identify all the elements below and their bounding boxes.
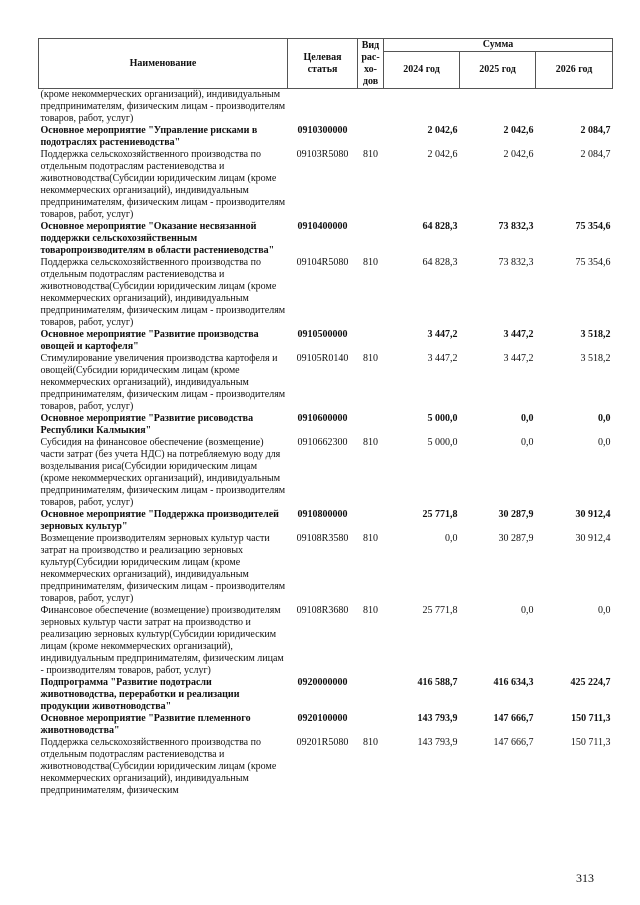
row-amount-2026: 150 711,3 <box>570 737 611 748</box>
row-amount-2024: 5 000,0 <box>427 413 458 424</box>
row-amount-2025: 0,0 <box>521 413 534 424</box>
row-name: Подпрограмма "Развитие подотрасли животноводства, переработки и реализации продукции животноводства" <box>40 677 240 712</box>
row-target-article: 0910800000 <box>297 509 348 520</box>
row-amount-2025: 73 832,3 <box>498 221 534 232</box>
table-row <box>39 737 613 797</box>
row-target-article: 0910662300 <box>297 437 348 448</box>
row-target-article: 09103R5080 <box>296 149 349 160</box>
row-amount-2026: 0,0 <box>598 413 611 424</box>
row-amount-2025: 30 287,9 <box>498 509 534 520</box>
row-amount-2024: 2 042,6 <box>427 149 458 160</box>
row-amount-2024: 416 588,7 <box>417 677 458 688</box>
row-target-article: 0910400000 <box>297 221 348 232</box>
row-amount-2025: 2 042,6 <box>503 149 534 160</box>
row-target-article: 09105R0140 <box>296 353 349 364</box>
row-target-article: 09201R5080 <box>296 737 349 748</box>
row-amount-2024: 3 447,2 <box>427 353 458 364</box>
row-expense-type <box>358 413 384 437</box>
table-row <box>39 713 613 737</box>
row-expense-type <box>358 509 384 533</box>
row-amount-2026: 2 084,7 <box>580 149 611 160</box>
row-amount-2025: 147 666,7 <box>493 737 534 748</box>
row-name: Стимулирование увеличения производства картофеля и овощей(Субсидии юридическим лицам (кроме некоммерческих организаций), индивидуальным предпринимателям, физическим лицам - производителям товаров, работ, услуг) <box>40 353 286 412</box>
row-amount-2024: 3 447,2 <box>427 329 458 340</box>
header-expense-type: Вид рас-хо-дов <box>358 39 384 89</box>
table-row <box>39 413 613 437</box>
row-target-article: 0910300000 <box>297 125 348 136</box>
row-name: Основное мероприятие "Развитие производства овощей и картофеля" <box>40 329 259 352</box>
row-amount-2025: 30 287,9 <box>498 533 534 544</box>
table-row <box>39 329 613 353</box>
table-row <box>39 533 613 605</box>
row-amount-2026 <box>536 89 613 126</box>
row-expense-type <box>358 125 384 149</box>
row-amount-2025: 0,0 <box>521 605 534 616</box>
row-expense-type <box>358 221 384 257</box>
row-expense-type: 810 <box>363 257 378 268</box>
row-name: Субсидия на финансовое обеспечение (возмещение) части затрат (без учета НДС) на потребляемую воду для возделывания риса(Субсидии юридическим лицам (кроме некоммерческих организаций), индивидуальным предпринимателям, физическим лицам - производителям товаров, работ, услуг) <box>40 437 286 508</box>
row-amount-2026: 30 912,4 <box>575 533 611 544</box>
header-year-2026: 2026 год <box>536 52 613 89</box>
row-target-article: 0920000000 <box>297 677 348 688</box>
row-name: (кроме некоммерческих организаций), индивидуальным предпринимателям, физическим лицам - производителям товаров, работ, услуг) <box>40 89 286 124</box>
row-target-article: 0910600000 <box>297 413 348 424</box>
row-amount-2026: 425 224,7 <box>570 677 611 688</box>
row-amount-2026: 3 518,2 <box>580 353 611 364</box>
row-expense-type <box>358 329 384 353</box>
row-expense-type: 810 <box>363 533 378 544</box>
header-name: Наименование <box>39 39 288 89</box>
page-number: 313 <box>576 871 594 885</box>
row-amount-2024: 5 000,0 <box>427 437 458 448</box>
row-expense-type <box>358 713 384 737</box>
row-name: Основное мероприятие "Поддержка производителей зерновых культур" <box>40 509 279 532</box>
row-amount-2025: 416 634,3 <box>493 677 534 688</box>
row-amount-2025: 73 832,3 <box>498 257 534 268</box>
row-amount-2026: 150 711,3 <box>571 713 611 724</box>
table-body <box>39 89 613 798</box>
row-name: Поддержка сельскохозяйственного производства по отдельным подотраслям растениеводства и животноводства(Субсидии юридическим лицам (кроме некоммерческих организаций), индивидуальным предпринимателям, физическим лицам - производителям товаров, работ, услуг) <box>40 257 286 328</box>
row-amount-2024: 2 042,6 <box>427 125 458 136</box>
row-amount-2026: 30 912,4 <box>575 509 611 520</box>
row-expense-type <box>358 677 384 713</box>
row-amount-2024: 25 771,8 <box>422 605 458 616</box>
row-amount-2024: 25 771,8 <box>422 509 458 520</box>
header-year-2024: 2024 год <box>384 52 460 89</box>
table-row <box>39 353 613 413</box>
row-name: Основное мероприятие "Управление рисками в подотраслях растениеводства" <box>40 125 258 148</box>
row-amount-2025: 147 666,7 <box>493 713 534 724</box>
header-year-2025: 2025 год <box>460 52 536 89</box>
row-amount-2026: 75 354,6 <box>575 257 611 268</box>
row-amount-2026: 0,0 <box>598 437 611 448</box>
row-amount-2026: 2 084,7 <box>580 125 611 136</box>
row-name: Поддержка сельскохозяйственного производства по отдельным подотраслям растениеводства и животноводства(Субсидии юридическим лицам (кроме некоммерческих организаций), индивидуальным предпринимателям, физическим <box>40 737 277 796</box>
row-target-article <box>288 89 358 126</box>
table-row <box>39 149 613 221</box>
table-row <box>39 125 613 149</box>
row-name: Основное мероприятие "Оказание несвязанной поддержки сельскохозяйственным товаропроизводителям в области растениеводства" <box>40 221 275 256</box>
row-name: Основное мероприятие "Развитие племенного животноводства" <box>40 713 251 736</box>
row-amount-2024 <box>384 89 460 126</box>
budget-table <box>38 38 613 797</box>
row-expense-type <box>358 89 384 126</box>
table-row <box>39 437 613 509</box>
row-amount-2024: 143 793,9 <box>417 737 458 748</box>
row-amount-2024: 143 793,9 <box>417 713 458 724</box>
row-amount-2024: 64 828,3 <box>422 257 458 268</box>
row-amount-2025 <box>460 89 536 126</box>
row-amount-2024: 0,0 <box>445 533 458 544</box>
row-target-article: 0920100000 <box>297 713 348 724</box>
row-target-article: 09104R5080 <box>296 257 349 268</box>
table-row <box>39 257 613 329</box>
row-name: Поддержка сельскохозяйственного производства по отдельным подотраслям растениеводства и животноводства(Субсидии юридическим лицам (кроме некоммерческих организаций), индивидуальным предпринимателям, физическим лицам - производителям товаров, работ, услуг) <box>40 149 286 220</box>
row-amount-2025: 3 447,2 <box>503 353 534 364</box>
row-amount-2026: 3 518,2 <box>580 329 611 340</box>
table-header <box>39 39 613 89</box>
row-expense-type: 810 <box>363 437 378 448</box>
table-row <box>39 605 613 677</box>
table-row <box>39 221 613 257</box>
row-target-article: 0910500000 <box>297 329 348 340</box>
row-amount-2025: 0,0 <box>521 437 534 448</box>
header-target-article: Целевая статья <box>288 39 358 89</box>
row-amount-2024: 64 828,3 <box>422 221 458 232</box>
header-sum: Сумма <box>384 39 613 52</box>
row-name: Возмещение производителям зерновых культур части затрат на производство и реализацию зерновых культур(Субсидии юридическим лицам (кроме некоммерческих организаций), индивидуальным предпринимателям, физическим лицам - производителям товаров, работ, услуг) <box>40 533 286 604</box>
row-name: Основное мероприятие "Развитие рисоводства Республики Калмыкия" <box>40 413 254 436</box>
row-name: Финансовое обеспечение (возмещение) производителям зерновых культур части затрат на производство и реализацию зерновых культур(Субсидии юридическим лицам (кроме некоммерческих организаций), индивидуальным предпринимателям, физическим лицам - производителям товаров, работ, услуг) <box>40 605 284 676</box>
row-amount-2025: 3 447,2 <box>503 329 534 340</box>
row-expense-type: 810 <box>363 737 378 748</box>
row-target-article: 09108R3580 <box>296 533 349 544</box>
row-expense-type: 810 <box>363 605 378 616</box>
row-amount-2026: 75 354,6 <box>575 221 611 232</box>
row-target-article: 09108R3680 <box>296 605 349 616</box>
row-amount-2026: 0,0 <box>598 605 611 616</box>
row-amount-2025: 2 042,6 <box>503 125 534 136</box>
row-expense-type: 810 <box>363 149 378 160</box>
table-row <box>39 89 613 126</box>
table-row <box>39 509 613 533</box>
table-row <box>39 677 613 713</box>
row-expense-type: 810 <box>363 353 378 364</box>
